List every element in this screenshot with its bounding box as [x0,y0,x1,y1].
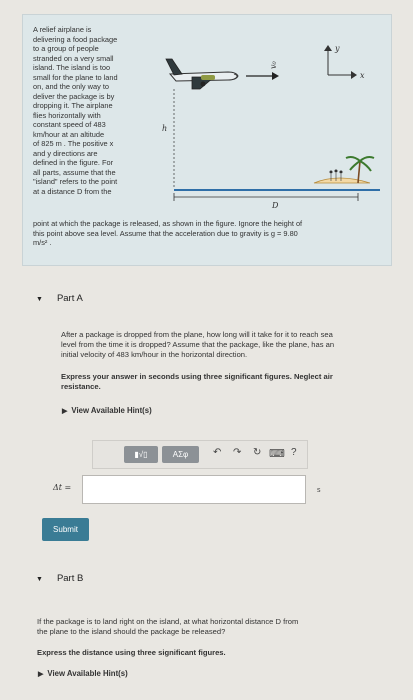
problem-line: defined in the figure. For [33,158,114,167]
part-b-hints-link[interactable] [38,669,128,678]
part-a-title: Part A [56,293,83,304]
d-label: D [272,201,279,210]
problem-line: "island" refers to the point [33,177,118,186]
question-line: the plane to the island should the package be released? [37,627,226,636]
problem-line: and y directions are [33,148,98,158]
equation-toolbar [92,440,308,469]
x-axis-label: x [360,71,365,80]
problem-line: deliver the package is by [33,91,115,101]
problem-line: m/s² . [33,238,52,247]
part-a-question [61,330,391,360]
part-b-hints-label: View Available Hint(s) [47,669,128,678]
problem-line: on, and the only way to [33,82,110,91]
problem-line: A relief airplane is [33,25,92,34]
part-b-instruction: Express the distance using three significant figures. [37,648,226,657]
expand-triangle-icon: ▶ [62,408,68,415]
island-illustration [314,157,374,183]
unit-label: s [317,487,321,494]
axes [324,45,357,79]
problem-text [33,25,151,196]
part-a-hints-label: View Available Hint(s) [71,406,152,415]
problem-line: to a group of people [33,44,99,53]
part-a-hints-link[interactable] [62,406,152,415]
part-a-header[interactable] [36,293,83,304]
submit-button[interactable]: Submit [42,518,89,541]
problem-line: all parts, assume that the [33,167,116,177]
problem-panel [22,14,392,266]
part-b-question [37,617,387,637]
question-line: If the package is to land right on the island, at what horizontal distance D from [37,617,299,626]
template-button[interactable]: ▮√▯ [124,446,158,463]
collapse-triangle-icon: ▼ [36,296,43,303]
redo-icon[interactable]: ↷ [233,447,242,458]
collapse-triangle-icon: ▼ [36,576,43,583]
problem-line: dropping it. The airplane [33,101,113,110]
problem-line: constant speed of 483 [33,120,106,129]
problem-line: flies horizontally with [33,110,101,120]
problem-text-tail [33,219,388,248]
y-axis-label: y [335,44,340,53]
undo-icon[interactable]: ↶ [213,447,222,458]
instruction-line: resistance. [61,382,101,391]
h-label: h [162,124,168,133]
problem-line: of 825 m . The positive x [33,139,114,148]
part-a-instruction [61,372,391,392]
distance-dimension [174,193,358,201]
v0-label: v₀ [269,61,278,69]
part-b-title: Part B [56,573,84,584]
problem-line: island. The island is too [33,63,111,72]
answer-label: Δt = [53,483,72,492]
problem-line: stranded on a very small [33,53,114,63]
problem-line: km/hour at an altitude [33,129,105,139]
reset-icon[interactable]: ↻ [253,447,262,458]
part-b-header[interactable] [36,573,83,584]
question-line: After a package is dropped from the plane, how long will it take for it to reach sea [61,330,333,339]
problem-line: point at which the package is released, as shown in the figure. Ignore the height of [33,219,303,228]
problem-figure [148,37,388,212]
problem-line: delivering a food package [33,34,118,44]
question-line: initial velocity of 483 km/hour in the horizontal direction. [61,350,248,359]
symbols-button[interactable]: ΑΣφ [162,446,199,463]
answer-input[interactable] [82,475,306,504]
help-icon[interactable]: ? [291,447,297,458]
expand-triangle-icon: ▶ [38,671,44,678]
velocity-arrow [246,72,279,80]
problem-line: at a distance D from the [33,186,112,196]
keyboard-icon[interactable]: ⌨ [269,448,285,460]
problem-line: small for the plane to land [33,72,118,82]
problem-line: this point above sea level. Assume that the acceleration due to gravity is g = 9.80 [33,228,298,238]
instruction-line: Express your answer in seconds using three significant figures. Neglect air [61,372,333,381]
question-line: level from the time it is dropped? Assume that the package, like the plane, has an [61,340,335,349]
airplane-illustration [166,59,238,89]
